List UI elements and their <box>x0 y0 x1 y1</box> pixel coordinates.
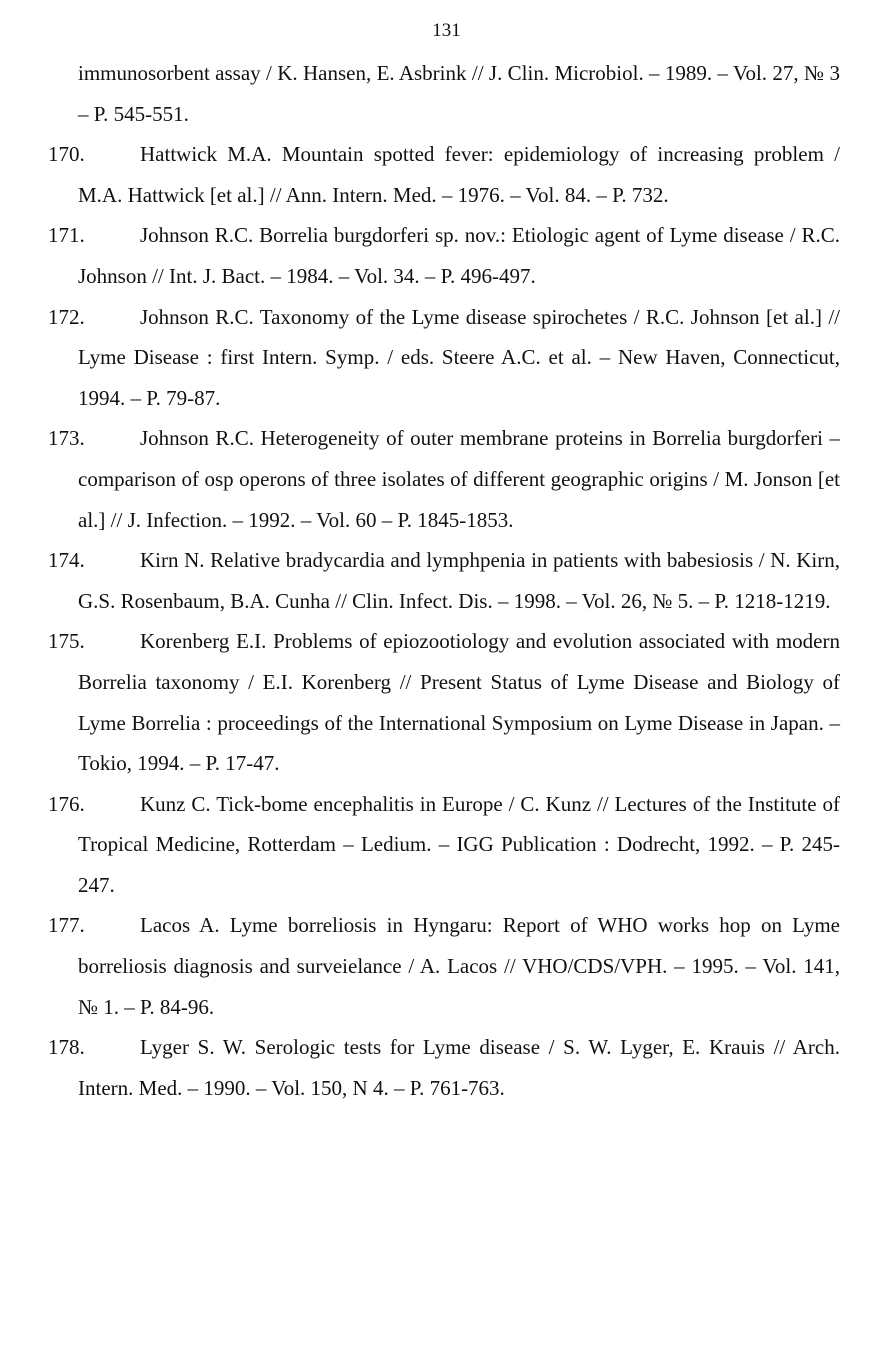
reference-list <box>48 53 840 1108</box>
reference-text: Kunz C. Tick-bome encephalitis in Europe / C. Kunz // Lectures of the Institute of Tropical Medicine, Rotterdam – Ledium. – IGG Publication : Dodrecht, 1992. – P. 245-247. <box>78 791 840 897</box>
reference-number: 173. <box>48 426 85 451</box>
reference-item <box>48 621 840 783</box>
reference-number: 176. <box>48 791 85 816</box>
reference-item <box>48 134 840 215</box>
reference-item <box>48 215 840 296</box>
reference-item <box>48 784 840 906</box>
reference-item <box>48 540 840 621</box>
reference-number: 175. <box>48 629 85 654</box>
reference-text: Lyger S. W. Serologic tests for Lyme disease / S. W. Lyger, E. Krauis // Arch. Intern. Med. – 1990. – Vol. 150, N 4. – P. 761-763. <box>78 1035 840 1100</box>
reference-number: 172. <box>48 304 85 329</box>
reference-item <box>48 297 840 419</box>
reference-item <box>48 1027 840 1108</box>
reference-continuation: immunosorbent assay / K. Hansen, E. Asbrink // J. Clin. Microbiol. – 1989. – Vol. 27, № 3 – P. 545-551. <box>78 61 840 126</box>
reference-number: 178. <box>48 1035 85 1060</box>
reference-text: Korenberg E.I. Problems of epiozootiology and evolution associated with modern Borrelia taxonomy / E.I. Korenberg // Present Status of Lyme Disease and Biology of Lyme Borrelia : proceedings of the International Symposium on Lyme Disease in Japan. – Tokio, 1994. – P. 17-47. <box>78 629 840 776</box>
reference-item <box>48 418 840 540</box>
page-number: 131 <box>432 20 461 41</box>
reference-text: Johnson R.C. Heterogeneity of outer membrane proteins in Borrelia burgdorferi – comparison of osp operons of three isolates of different geographic origins / M. Jonson [et al.] // J. Infection. – 1992. – Vol. 60 – P. 1845-1853. <box>78 426 840 532</box>
reference-text: Kirn N. Relative bradycardia and lymphpenia in patients with babesiosis / N. Kirn, G.S. Rosenbaum, B.A. Cunha // Clin. Infect. Dis. – 1998. – Vol. 26, № 5. – P. 1218-1219. <box>78 548 840 613</box>
reference-text: Lacos A. Lyme borreliosis in Hyngaru: Report of WHO works hop on Lyme borreliosis diagnosis and surveielance / A. Lacos // VHO/CDS/VPH. – 1995. – Vol. 141, № 1. – P. 84-96. <box>78 913 840 1019</box>
reference-item <box>48 905 840 1027</box>
reference-text: Johnson R.C. Borrelia burgdorferi sp. nov.: Etiologic agent of Lyme disease / R.C. Johnson // Int. J. Bact. – 1984. – Vol. 34. – P. 496-497. <box>78 223 840 288</box>
reference-number: 174. <box>48 548 85 573</box>
reference-text: Hattwick M.A. Mountain spotted fever: epidemiology of increasing problem / M.A. Hattwick [et al.] // Ann. Intern. Med. – 1976. – Vol. 84. – P. 732. <box>78 142 840 207</box>
reference-number: 170. <box>48 142 85 167</box>
reference-number: 171. <box>48 223 85 248</box>
reference-text: Johnson R.C. Taxonomy of the Lyme disease spirochetes / R.C. Johnson [et al.] // Lyme Disease : first Intern. Symp. / eds. Steere A.C. et al. – New Haven, Connecticut, 1994. – P. 79-87. <box>78 304 840 410</box>
reference-number: 177. <box>48 913 85 938</box>
